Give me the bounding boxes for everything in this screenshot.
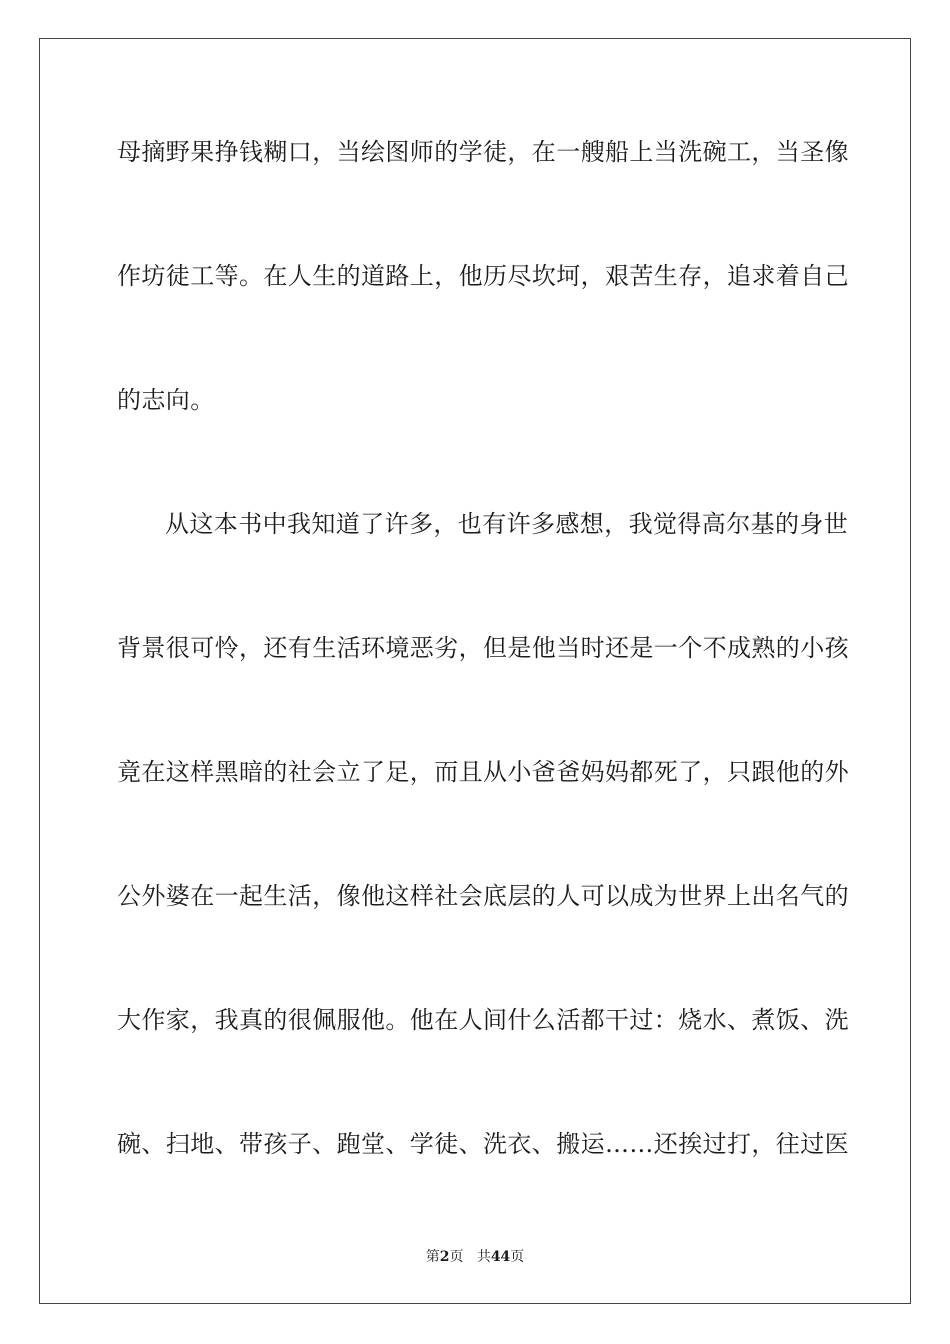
footer-total-pages: 44 xyxy=(490,1249,511,1265)
footer-page-number: 2 xyxy=(439,1249,450,1265)
body-line-5: 背景很可怜，还有生活环境恶劣，但是他当时还是一个不成熟的小孩 xyxy=(117,634,849,662)
footer-page-prefix: 第 xyxy=(425,1249,440,1265)
footer-total-suffix: 页 xyxy=(510,1249,525,1265)
body-line-4: 从这本书中我知道了许多，也有许多感想，我觉得高尔基的身世 xyxy=(165,510,849,538)
page-footer xyxy=(0,1248,950,1266)
body-line-6: 竟在这样黑暗的社会立了足，而且从小爸爸妈妈都死了，只跟他的外 xyxy=(117,758,849,786)
body-line-9: 碗、扫地、带孩子、跑堂、学徒、洗衣、搬运……还挨过打，往过医 xyxy=(117,1130,849,1158)
footer-page-suffix: 页 xyxy=(449,1249,464,1265)
body-line-1: 母摘野果挣钱糊口，当绘图师的学徒，在一艘船上当洗碗工，当圣像 xyxy=(117,138,849,166)
body-line-7: 公外婆在一起生活，像他这样社会底层的人可以成为世界上出名气的 xyxy=(117,882,849,910)
body-line-3: 的志向。 xyxy=(117,386,215,414)
footer-total-prefix: 共 xyxy=(476,1249,491,1265)
body-line-8: 大作家，我真的很佩服他。他在人间什么活都干过：烧水、煮饭、洗 xyxy=(117,1006,849,1034)
body-line-2: 作坊徒工等。在人生的道路上，他历尽坎坷，艰苦生存，追求着自己 xyxy=(117,262,849,290)
footer-gap xyxy=(463,1249,476,1265)
page-border xyxy=(39,38,911,1304)
